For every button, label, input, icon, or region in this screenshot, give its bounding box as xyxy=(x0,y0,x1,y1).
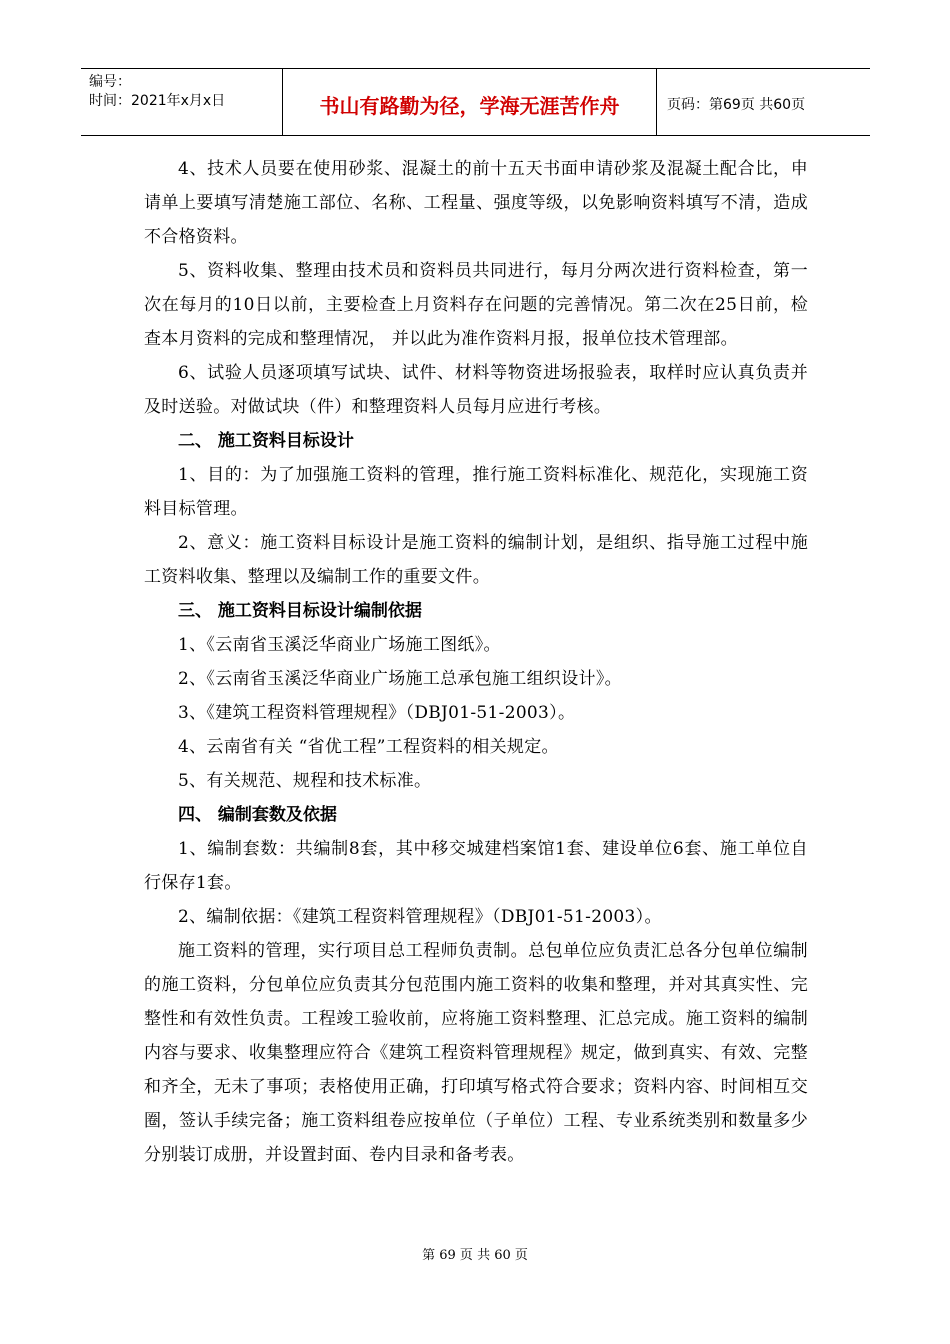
header-motto: 书山有路勤为径，学海无涯苦作舟 xyxy=(283,69,657,135)
list-item: 3、《建筑工程资料管理规程》（DBJ01-51-2003）。 xyxy=(178,703,576,723)
paragraph: 6、试验人员逐项填写试块、试件、材料等物资进场报验表，取样时应认真负责并及时送验。对做试块（件）和整理资料人员每月应进行考核。 xyxy=(144,363,808,417)
header-meta xyxy=(81,69,283,135)
paragraph: 施工资料的管理，实行项目总工程师负责制。总包单位应负责汇总各分包单位编制的施工资料，分包单位应负责其分包范围内施工资料的收集和整理，并对其真实性、完整性和有效性负责。工程竣工验收前，应将施工资料整理、汇总完成。施工资料的编制内容与要求、收集整理应符合《建筑工程资料管理规程》规定，做到真实、有效、完整和齐全，无未了事项；表格使用正确，打印填写格式符合要求；资料内容、时间相互交圈，签认手续完备；施工资料组卷应按单位（子单位）工程、专业系统类别和数量多少分别装订成册，并设置封面、卷内目录和备考表。 xyxy=(144,941,808,1165)
list-item: 2、《云南省玉溪泛华商业广场施工总承包施工组织设计》。 xyxy=(178,669,622,689)
document-body xyxy=(144,152,808,1172)
page-header xyxy=(81,68,870,136)
section-heading: 三、 施工资料目标设计编制依据 xyxy=(178,601,422,621)
paragraph: 1、目的：为了加强施工资料的管理，推行施工资料标准化、规范化，实现施工资料目标管理。 xyxy=(144,465,808,519)
list-item: 4、云南省有关 “省优工程”工程资料的相关规定。 xyxy=(178,737,559,757)
section-heading: 二、 施工资料目标设计 xyxy=(178,431,354,451)
paragraph: 4、技术人员要在使用砂浆、混凝土的前十五天书面申请砂浆及混凝土配合比，申请单上要填写清楚施工部位、名称、工程量、强度等级，以免影响资料填写不清，造成不合格资料。 xyxy=(144,159,808,247)
list-item: 5、有关规范、规程和技术标准。 xyxy=(178,771,432,791)
paragraph: 5、资料收集、整理由技术员和资料员共同进行，每月分两次进行资料检查，第一次在每月的10日以前，主要检查上月资料存在问题的完善情况。第二次在25日前，检查本月资料的完成和整理情况， 并以此为准作资料月报，报单位技术管理部。 xyxy=(144,261,808,349)
paragraph: 1、编制套数：共编制8套，其中移交城建档案馆1套、建设单位6套、施工单位自行保存1套。 xyxy=(144,839,808,893)
paragraph: 2、意义：施工资料目标设计是施工资料的编制计划，是组织、指导施工过程中施工资料收集、整理以及编制工作的重要文件。 xyxy=(144,533,808,587)
paragraph: 2、编制依据：《建筑工程资料管理规程》（DBJ01-51-2003）。 xyxy=(178,907,662,927)
list-item: 1、《云南省玉溪泛华商业广场施工图纸》。 xyxy=(178,635,501,655)
document-date: 时间：2021年x月x日 xyxy=(89,93,226,109)
page-footer: 第 69 页 共 60 页 xyxy=(422,1248,528,1263)
header-page-info: 页码：第69页 共60页 xyxy=(667,97,806,113)
section-heading: 四、 编制套数及依据 xyxy=(178,805,337,825)
document-number-label: 编号： xyxy=(89,74,131,90)
